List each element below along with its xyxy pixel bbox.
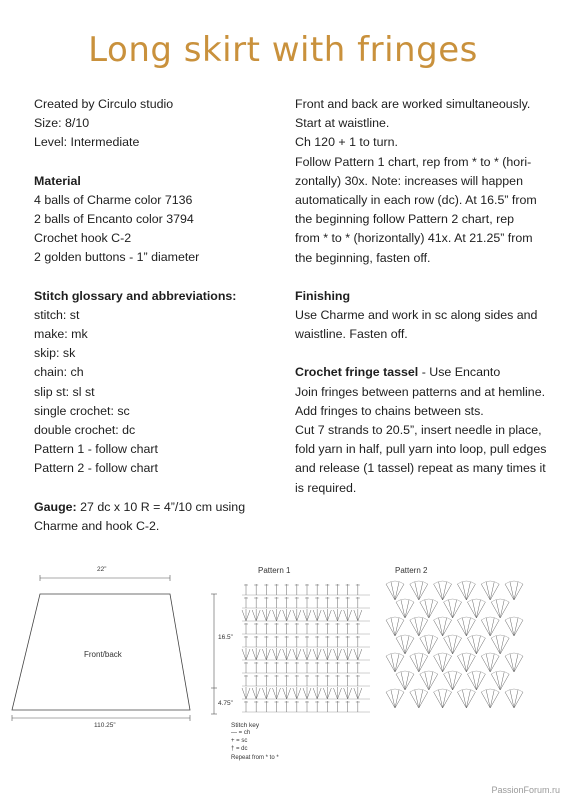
shell-stitch-symbol [444, 672, 462, 690]
fringe-line: Join fringes between patterns and at hemline. [295, 384, 546, 399]
chain-loop-symbol [420, 671, 438, 674]
fan-stitch-symbol [262, 687, 270, 699]
height-lower-label: 4.75” [218, 700, 233, 707]
finishing-line: Use Charme and work in sc along sides and [295, 308, 538, 323]
instruction-line: from * to * (horizontally) 41x. At 21.25” from [295, 231, 533, 246]
chain-loop-symbol [434, 689, 452, 692]
fan-stitch-symbol [354, 609, 362, 621]
instruction-line: the beginning, fasten off. [295, 250, 431, 265]
shell-stitch-symbol [457, 618, 475, 636]
chain-loop-symbol [467, 635, 485, 638]
shell-stitch-symbol [444, 636, 462, 654]
glossary-item: skip: sk [34, 346, 76, 361]
stitch-key-item: + = sc [231, 738, 248, 744]
fan-stitch-symbol [273, 687, 281, 699]
fan-stitch-symbol [313, 648, 321, 660]
single-crochet-symbol-icon: + [231, 738, 237, 744]
fan-stitch-symbol [303, 648, 311, 660]
glossary-item: double crochet: dc [34, 423, 136, 438]
shell-stitch-symbol [410, 582, 428, 600]
stitch-key-item: — = ch [231, 730, 251, 736]
chain-loop-symbol [396, 671, 414, 674]
material-heading: Material [34, 173, 81, 188]
glossary-item: Pattern 1 - follow chart [34, 442, 158, 457]
shell-stitch-symbol [410, 654, 428, 672]
chain-loop-symbol [491, 635, 509, 638]
instruction-line: Ch 120 + 1 to turn. [295, 135, 398, 150]
shell-stitch-symbol [386, 618, 404, 636]
page-title: Long skirt with fringes [88, 30, 478, 70]
shell-stitch-symbol [491, 672, 509, 690]
level-line: Level: Intermediate [34, 135, 140, 150]
chain-loop-symbol [410, 617, 428, 620]
fringe-line: Cut 7 strands to 20.5”, insert needle in place, [295, 423, 542, 438]
pattern1-chart [240, 578, 375, 713]
material-item: 4 balls of Charme color 7136 [34, 192, 193, 207]
shell-stitch-symbol [467, 672, 485, 690]
shell-stitch-symbol [396, 672, 414, 690]
fan-stitch-symbol [283, 687, 291, 699]
shell-stitch-symbol [505, 690, 523, 708]
fan-stitch-symbol [354, 687, 362, 699]
gauge-line [34, 498, 284, 517]
fan-stitch-symbol [252, 609, 260, 621]
shell-stitch-symbol [410, 618, 428, 636]
chain-loop-symbol [386, 617, 404, 620]
fan-stitch-symbol [242, 609, 250, 621]
chain-loop-symbol [481, 581, 499, 584]
right-column [295, 95, 547, 498]
fan-stitch-symbol [323, 648, 331, 660]
chain-loop-symbol [434, 617, 452, 620]
shell-stitch-symbol [481, 582, 499, 600]
shell-stitch-symbol [434, 582, 452, 600]
chain-loop-symbol [410, 653, 428, 656]
shell-stitch-symbol [467, 600, 485, 618]
stitch-key-repeat: Repeat from * to * [231, 755, 279, 761]
fan-stitch-symbol [242, 687, 250, 699]
fan-stitch-symbol [293, 648, 301, 660]
instruction-line: Follow Pattern 1 chart, rep from * to * (hori- [295, 154, 532, 169]
chain-loop-symbol [396, 635, 414, 638]
fringe-line: fold yarn in half, pull yarn into loop, pull edges [295, 442, 547, 457]
pattern2-chart [385, 578, 525, 713]
shell-stitch-symbol [434, 690, 452, 708]
piece-label: Front/back [84, 650, 122, 659]
fan-stitch-symbol [293, 609, 301, 621]
chain-loop-symbol [457, 653, 475, 656]
chain-loop-symbol [491, 599, 509, 602]
chain-symbol-icon: — [231, 730, 239, 736]
shell-stitch-symbol [434, 654, 452, 672]
chain-loop-symbol [410, 581, 428, 584]
chain-loop-symbol [505, 689, 523, 692]
instruction-line: the beginning follow Pattern 2 chart, rep [295, 212, 515, 227]
fan-stitch-symbol [252, 648, 260, 660]
shell-stitch-symbol [481, 618, 499, 636]
chain-loop-symbol [420, 599, 438, 602]
shell-stitch-symbol [491, 600, 509, 618]
shell-stitch-symbol [386, 654, 404, 672]
chain-loop-symbol [467, 671, 485, 674]
fan-stitch-symbol [313, 687, 321, 699]
shell-stitch-symbol [386, 690, 404, 708]
glossary-item: chain: ch [34, 365, 84, 380]
glossary-item: Pattern 2 - follow chart [34, 461, 158, 476]
credit-line: Created by Circulo studio [34, 97, 174, 111]
chain-loop-symbol [444, 671, 462, 674]
shell-stitch-symbol [420, 600, 438, 618]
shell-stitch-symbol [386, 582, 404, 600]
chain-loop-symbol [505, 653, 523, 656]
pattern2-title: Pattern 2 [395, 566, 428, 575]
chain-loop-symbol [481, 689, 499, 692]
shell-stitch-symbol [491, 636, 509, 654]
fringe-line: and release (1 tassel) repeat as many times it [295, 461, 546, 476]
shell-stitch-symbol [410, 690, 428, 708]
chain-loop-symbol [481, 617, 499, 620]
fan-stitch-symbol [293, 687, 301, 699]
left-column [34, 95, 284, 536]
shell-stitch-symbol [457, 654, 475, 672]
shell-stitch-symbol [420, 672, 438, 690]
chain-loop-symbol [467, 599, 485, 602]
chain-loop-symbol [505, 581, 523, 584]
fan-stitch-symbol [273, 648, 281, 660]
fan-stitch-symbol [334, 687, 342, 699]
top-width-label: 22” [97, 566, 107, 573]
shell-stitch-symbol [467, 636, 485, 654]
chain-loop-symbol [457, 617, 475, 620]
shell-stitch-symbol [505, 654, 523, 672]
shell-stitch-symbol [396, 636, 414, 654]
gauge-line-2: Charme and hook C-2. [34, 518, 160, 533]
stitch-key-item: † = dc [231, 746, 248, 752]
gauge-label: Gauge: [34, 499, 77, 514]
glossary-item: make: mk [34, 327, 88, 342]
fan-stitch-symbol [273, 609, 281, 621]
glossary-item: single crochet: sc [34, 403, 130, 418]
chain-loop-symbol [410, 689, 428, 692]
fan-stitch-symbol [303, 609, 311, 621]
shell-stitch-symbol [434, 618, 452, 636]
fan-stitch-symbol [323, 609, 331, 621]
chain-loop-symbol [481, 653, 499, 656]
chain-loop-symbol [386, 653, 404, 656]
pattern1-title: Pattern 1 [258, 566, 291, 575]
fringe-line: is required. [295, 480, 357, 495]
glossary-heading: Stitch glossary and abbreviations: [34, 288, 237, 303]
fan-stitch-symbol [323, 687, 331, 699]
chain-loop-symbol [386, 581, 404, 584]
chain-loop-symbol [505, 617, 523, 620]
height-upper-label: 16.5” [218, 634, 233, 641]
chain-loop-symbol [444, 635, 462, 638]
fan-stitch-symbol [334, 648, 342, 660]
fringe-heading: Crochet fringe tassel [295, 365, 419, 380]
fan-stitch-symbol [252, 687, 260, 699]
bottom-width-label: 110.25” [94, 722, 116, 729]
fringe-line: Add fringes to chains between sts. [295, 403, 484, 418]
chain-loop-symbol [457, 581, 475, 584]
fan-stitch-symbol [313, 609, 321, 621]
chain-loop-symbol [491, 671, 509, 674]
instruction-line: Start at waistline. [295, 116, 390, 131]
material-item: 2 balls of Encanto color 3794 [34, 212, 194, 227]
gauge-text: 27 dc x 10 R = 4”/10 cm using [76, 499, 246, 514]
chain-loop-symbol [396, 599, 414, 602]
watermark: PassionForum.ru [491, 785, 560, 795]
chain-loop-symbol [444, 599, 462, 602]
shell-stitch-symbol [481, 654, 499, 672]
material-item: Crochet hook C-2 [34, 231, 132, 246]
fan-stitch-symbol [344, 648, 352, 660]
shell-stitch-symbol [457, 690, 475, 708]
fan-stitch-symbol [283, 648, 291, 660]
material-item: 2 golden buttons - 1” diameter [34, 250, 200, 265]
shell-stitch-symbol [444, 600, 462, 618]
fringe-heading-line [295, 363, 535, 382]
fan-stitch-symbol [334, 609, 342, 621]
chain-loop-symbol [457, 689, 475, 692]
fan-stitch-symbol [344, 687, 352, 699]
chain-loop-symbol [386, 689, 404, 692]
shell-stitch-symbol [396, 600, 414, 618]
shell-stitch-symbol [420, 636, 438, 654]
fan-stitch-symbol [283, 609, 291, 621]
chain-loop-symbol [434, 581, 452, 584]
finishing-line: waistline. Fasten off. [295, 327, 408, 342]
chain-loop-symbol [434, 653, 452, 656]
fan-stitch-symbol [242, 648, 250, 660]
glossary-item: stitch: st [34, 307, 80, 322]
double-crochet-symbol-icon: † [231, 746, 237, 752]
instruction-line: Front and back are worked simultaneously. [295, 97, 531, 111]
fan-stitch-symbol [303, 687, 311, 699]
fan-stitch-symbol [262, 648, 270, 660]
glossary-item: slip st: sl st [34, 384, 95, 399]
shell-stitch-symbol [457, 582, 475, 600]
fan-stitch-symbol [344, 609, 352, 621]
stitch-key-title: Stitch key [231, 722, 260, 729]
shell-stitch-symbol [505, 618, 523, 636]
shell-stitch-symbol [505, 582, 523, 600]
shell-stitch-symbol [481, 690, 499, 708]
instruction-line: automatically in each row (dc). At 16.5” from [295, 193, 537, 208]
fan-stitch-symbol [262, 609, 270, 621]
chain-loop-symbol [420, 635, 438, 638]
instruction-line: zontally) 30x. Note: increases will happen [295, 173, 523, 188]
size-line: Size: 8/10 [34, 116, 90, 131]
fringe-heading-suffix: - Use Encanto [418, 365, 501, 380]
finishing-heading: Finishing [295, 288, 351, 303]
fan-stitch-symbol [354, 648, 362, 660]
